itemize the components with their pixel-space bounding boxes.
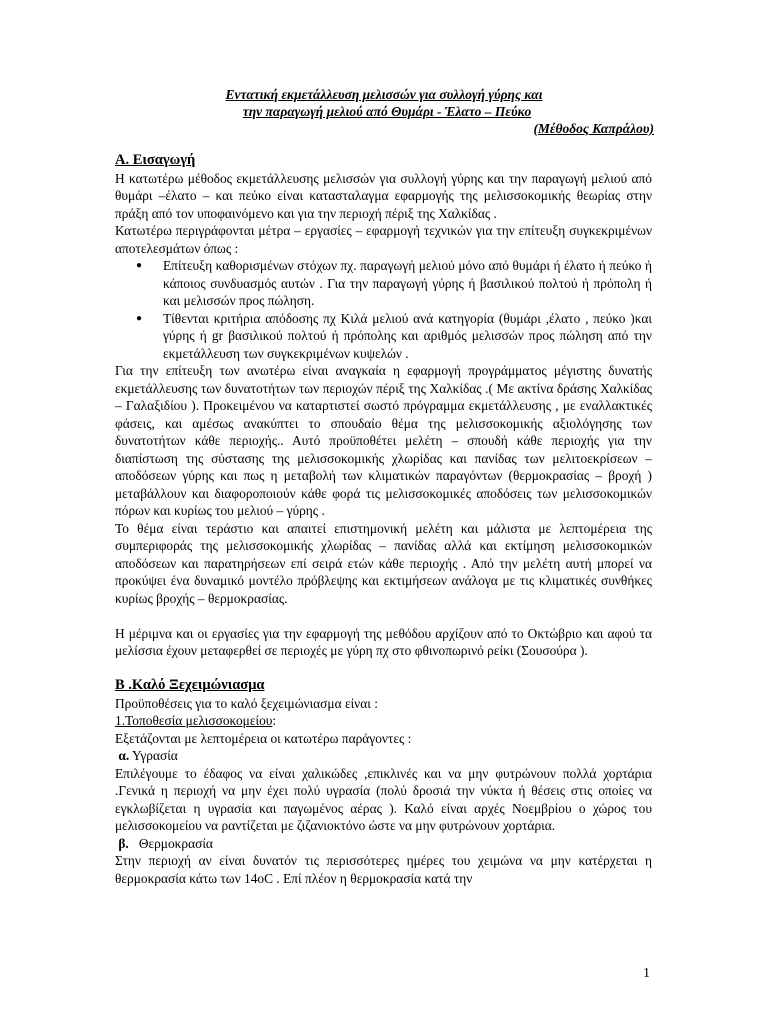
method-subtitle: (Μέθοδος Καπράλου) — [533, 121, 654, 136]
beta-heading — [115, 835, 652, 853]
subheading-location: 1.Τοποθεσία μελισσοκομείου — [115, 713, 273, 728]
spacer — [115, 607, 652, 625]
alpha-heading — [115, 747, 652, 765]
section-a-paragraph-3: Για την επίτευξη των ανωτέρω είναι αναγκαία η εφαρμογή προγράμματος μέγιστης δυνατής εκμετάλλευσης των δυνατοτήτων των περιοχών πέριξ της Χαλκίδας .( Με ακτίνα δράσης Χαλκίδας – Γαλαξιδίου ). Προκειμένου να καταρτιστεί σωστό πρόγραμμα εκμετάλλευσης , με εναλλακτικές φάσεις, και αμέσως ανακύπτει το σπουδαίο θέμα της μελισσοκομικής αξιολόγησης των δυνατοτήτων κάθε περιοχής.. Αυτό προϋποθέτει μελέτη – σπουδή κάθε περιοχής για την διαπίστωση της σύστασης της μελισσοκομικής χλωρίδας και πανίδας των μελιτοεκρίσεων – αποδόσεων γύρης και πως η μεταβολή των κλιματικών παραγόντων (θερμοκρασίας – βροχή ) μεταβάλλουν και διαφοροποιούν κάθε φορά τις μελισσοκομικές αποδόσεις των μελισσοκομικών πόρων και κυρίως του μελιού – γύρης . — [115, 363, 652, 518]
document-body — [115, 152, 652, 887]
section-a-paragraph-4: Το θέμα είναι τεράστιο και απαιτεί επιστημονική μελέτη και μάλιστα με λεπτομέρεια της συμπεριφοράς της μελισσοκομικής χλωρίδας – πανίδας αλλά και εκτίμηση μελισσοκομικών αποδόσεων και παρατηρήσεων επί σειρά ετών κάθε περιοχής . Από την μελέτη αυτή μπορεί να προκύψει ένα δυναμικό μοντέλο πρόβλεψης και εκτιμήσεων ανάλογα με τις κλιματικές συνθήκες κυρίως βροχής – θερμοκρασίας. — [115, 520, 652, 606]
section-a-paragraph-5: Η μέριμνα και οι εργασίες για την εφαρμογή της μεθόδου αρχίζουν από το Οκτώβριο και αφού τα μελίσσια έχουν μεταφερθεί σε περιοχές με γύρη πχ στο φθινοπωρινό ρείκι (Σουσούρα ). — [115, 625, 652, 658]
beta-title: Θερμοκρασία — [138, 835, 213, 851]
alpha-label: α. — [118, 748, 130, 763]
beta-label: β. — [118, 835, 129, 851]
section-b-heading: Β .Καλό Ξεχειμώνιασμα — [115, 677, 265, 693]
bullet-item-1: ● Επίτευξη καθορισμένων στόχων πχ. παραγωγή μελιού μόνο από θυμάρι ή έλατο ή πεύκο ή κάποιος συνδυασμός αυτών . Για την παραγωγή γύρης ή βασιλικού πολτού ή πρόπολη ή και μελισσών προς πώληση. — [163, 257, 652, 310]
bullet-item-2: ● Τίθενται κριτήρια απόδοσης πχ Κιλά μελιού ανά κατηγορία (θυμάρι ,έλατο , πεύκο )και γύρης ή gr βασιλικού πολτού ή πρόπολης και αριθμός μελισσών προς πώληση από την εκμετάλλευση των συγκεκριμένων κυψελών . — [163, 310, 652, 363]
page-number: 1 — [643, 966, 650, 981]
alpha-paragraph: Επιλέγουμε το έδαφος να είναι χαλικώδες ,επικλινές και να μην φυτρώνουν πολλά χορτάρια .Γενικά η περιοχή να μην έχει πολύ υγρασία (πολύ δροσιά την νύκτα ή θέσεις στις οποίες να εγκλωβίζεται η υγρασία και παγωμένος αέρας ). Καλό είναι αρχές Νοεμβρίου ο χώρος του μελισσοκομείου να ραντίζεται με ζιζανιοκτόνο ώστε να μην φυτρώνουν χορτάρια. — [115, 765, 652, 833]
title-line-2: την παραγωγή μελιού από Θυμάρι - Έλατο – Πεύκο — [242, 104, 532, 119]
subheading-colon: : — [272, 713, 277, 728]
section-b-intro: Προϋποθέσεις για το καλό ξεχειμώνιασμα είναι : — [115, 695, 378, 711]
section-b-examine: Εξετάζονται με λεπτομέρεια οι κατωτέρω παράγοντες : — [115, 730, 412, 746]
spacer — [115, 660, 652, 678]
section-a-heading: Α. Εισαγωγή — [115, 152, 196, 168]
document-title — [0, 86, 768, 120]
title-line-1: Εντατική εκμετάλλευση μελισσών για συλλογή γύρης και — [225, 87, 543, 102]
section-b-subheading-1 — [115, 712, 652, 730]
section-a-paragraph-1: Η κατωτέρω μέθοδος εκμετάλλευσης μελισσών για συλλογή γύρης και την παραγωγή μελιού από θυμάρι –έλατο – και πεύκο είναι κατασταλαγμα εφαρμογής της μελισσοκομικής θεωρίας στην πράξη από τον υποφαινόμενο και για την περιοχή πέριξ της Χαλκίδας . — [115, 170, 652, 221]
section-a-bullet-list — [115, 257, 652, 362]
beta-paragraph: Στην περιοχή αν είναι δυνατόν τις περισσότερες ημέρες του χειμώνα να μην κατέρχεται η θερμοκρασία κάτω των 14οC . Επί πλέον η θερμοκρασία κατά την — [115, 853, 652, 886]
section-a-paragraph-2: Κατωτέρω περιγράφονται μέτρα – εργασίες – εφαρμογή τεχνικών για την επίτευξη συγκεκριμένων αποτελεσμάτων όπως : — [115, 223, 652, 256]
alpha-title: Υγρασία — [132, 748, 178, 763]
